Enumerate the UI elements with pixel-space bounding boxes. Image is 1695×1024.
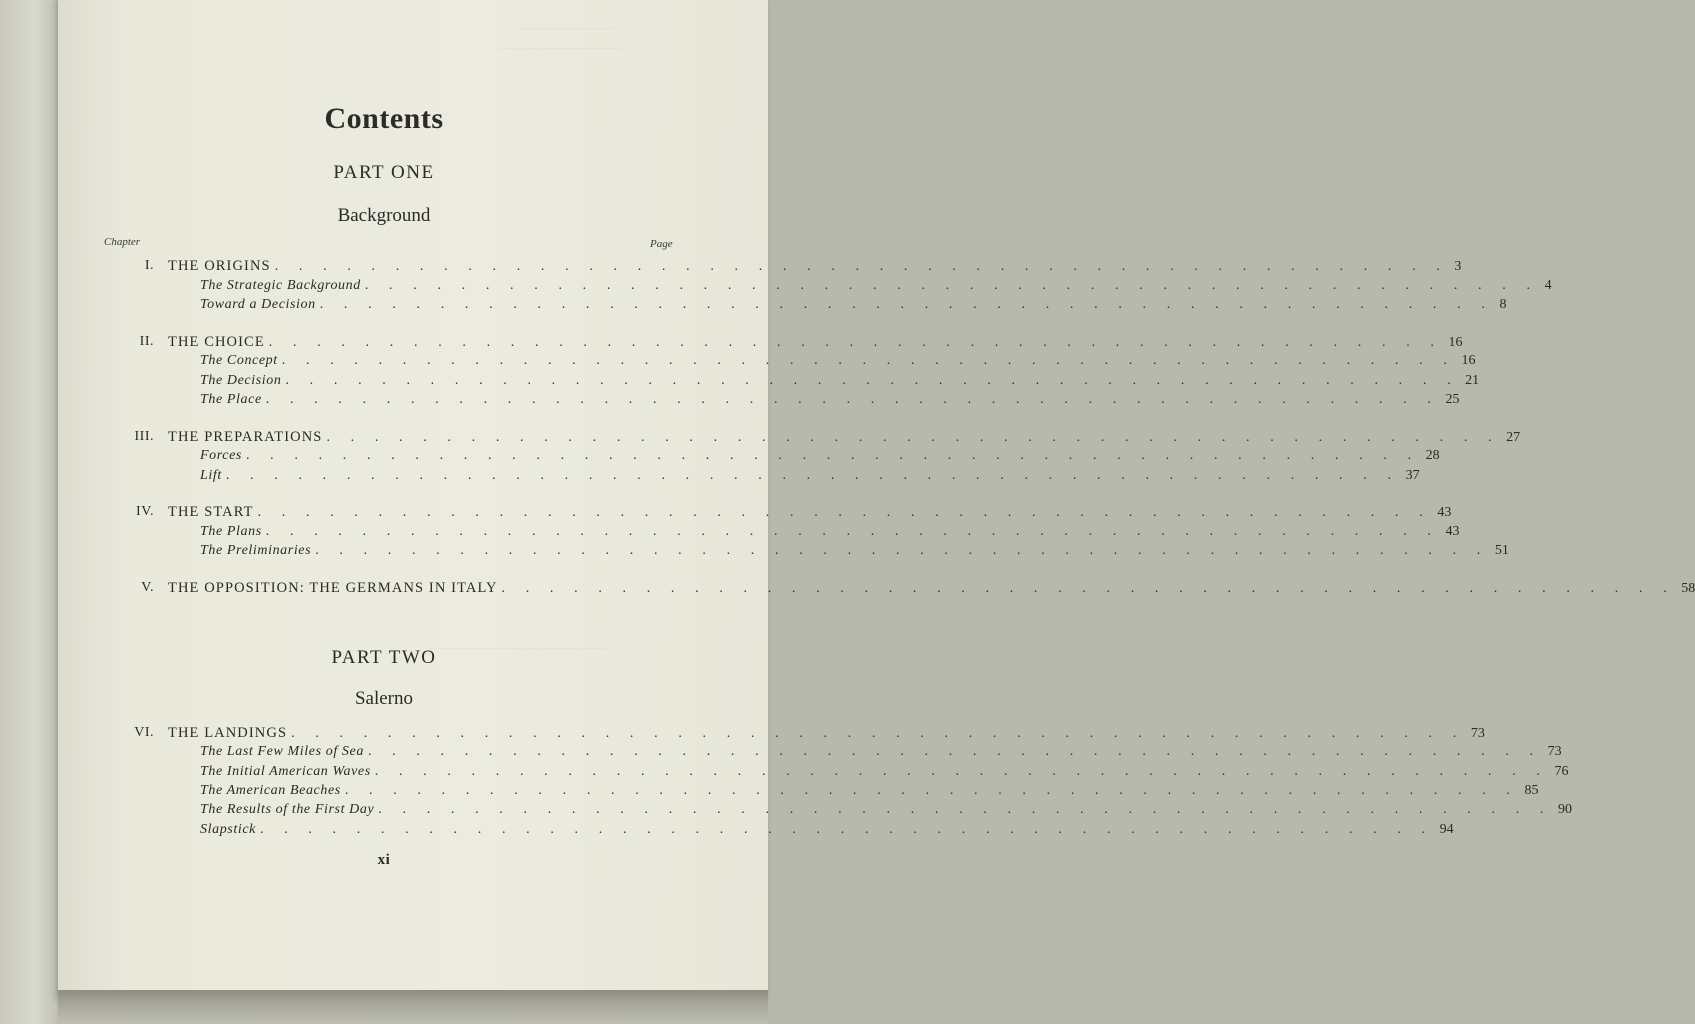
section-title: The Results of the First Day bbox=[200, 802, 375, 818]
toc-section-row bbox=[100, 781, 1539, 801]
section-page-number: 43 bbox=[1445, 523, 1460, 539]
section-title: The Decision bbox=[200, 372, 282, 388]
section-title: Lift bbox=[200, 467, 222, 483]
toc-section-row bbox=[100, 371, 1480, 391]
chapter-numeral: III. bbox=[134, 428, 154, 444]
show-through: ——————— bbox=[520, 20, 615, 35]
section-page-number: 76 bbox=[1554, 763, 1569, 779]
chapter-title: THE OPPOSITION: THE GERMANS IN ITALY bbox=[168, 579, 498, 596]
section-title: The Place bbox=[200, 392, 262, 407]
chapter-page-number: 27 bbox=[1506, 429, 1521, 445]
chapter-line bbox=[168, 502, 1452, 522]
dot-leader: . . . . . . . . . . . . . . . . . . . . . . . . . . . . . . . . . . . . . . . . . . . . . . . . . bbox=[285, 372, 1460, 388]
section-page-number: 90 bbox=[1558, 802, 1572, 818]
section-line bbox=[200, 466, 1420, 486]
chapter-line bbox=[168, 427, 1521, 447]
toc-section-row bbox=[100, 276, 1552, 296]
chapter-title: THE PREPARATIONS bbox=[168, 428, 323, 445]
dot-leader: . . . . . . . . . . . . . . . . . . . . . . . . . . . . . . . . . . . . . . . . . . . . . . . . . bbox=[315, 543, 1489, 558]
chapter-title: THE CHOICE bbox=[168, 333, 265, 350]
dot-leader: . . . . . . . . . . . . . . . . . . . . . . . . . . . . . . . . . . . . . . . . . . . . . . . . . bbox=[501, 580, 1676, 596]
dot-leader: . . . . . . . . . . . . . . . . . . . . . . . . . . . . . . . . . . . . . . . . . . . . . . . . . bbox=[291, 726, 1465, 741]
dot-leader: . . . . . . . . . . . . . . . . . . . . . . . . . . . . . . . . . . . . . . . . . . . . . . . . . bbox=[344, 782, 1519, 798]
section-line bbox=[200, 276, 1552, 296]
section-line bbox=[200, 742, 1562, 762]
section-page-number: 37 bbox=[1405, 467, 1420, 483]
section-page-number: 8 bbox=[1499, 297, 1507, 312]
section-line bbox=[200, 522, 1460, 542]
chapter-line bbox=[168, 578, 1695, 598]
section-line bbox=[200, 295, 1507, 315]
page-title: Contents bbox=[324, 102, 444, 136]
section-title: Forces bbox=[200, 448, 242, 463]
chapter-numeral: IV. bbox=[136, 504, 154, 519]
book-page bbox=[58, 0, 768, 1000]
page-bottom-edge bbox=[58, 990, 768, 1024]
section-page-number: 51 bbox=[1494, 543, 1509, 558]
dot-leader: . . . . . . . . . . . . . . . . . . . . . . . . . . . . . . . . . . . . . . . . . . . . . . . . . bbox=[367, 744, 1542, 760]
show-through: ————————— bbox=[500, 40, 622, 55]
dot-leader: . . . . . . . . . . . . . . . . . . . . . . . . . . . . . . . . . . . . . . . . . . . . . . . . . bbox=[281, 353, 1456, 368]
chapter-numeral: VI. bbox=[134, 725, 154, 740]
chapter-page-number: 3 bbox=[1454, 259, 1462, 274]
section-line bbox=[200, 800, 1572, 820]
dot-leader: . . . . . . . . . . . . . . . . . . . . . . . . . . . . . . . . . . . . . . . . . . . . . . . . . bbox=[378, 802, 1552, 818]
dot-leader: . . . . . . . . . . . . . . . . . . . . . . . . . . . . . . . . . . . . . . . . . . . . . . . . . bbox=[225, 467, 1400, 483]
section-title: The Strategic Background bbox=[200, 277, 361, 293]
dot-leader: . . . . . . . . . . . . . . . . . . . . . . . . . . . . . . . . . . . . . . . . . . . . . . . . . bbox=[274, 259, 1449, 274]
chapter-line bbox=[168, 723, 1485, 743]
show-through: ————————————— bbox=[430, 640, 606, 655]
toc-chapter-row bbox=[100, 332, 1463, 352]
chapter-page-number: 73 bbox=[1470, 726, 1485, 741]
section-line bbox=[200, 371, 1480, 391]
chapter-column-header: Chapter bbox=[104, 236, 141, 248]
book-gutter bbox=[0, 0, 62, 1024]
section-line bbox=[200, 820, 1454, 840]
toc-section-row bbox=[100, 742, 1562, 762]
section-title: The American Beaches bbox=[200, 782, 341, 798]
chapter-page-number: 43 bbox=[1437, 505, 1452, 520]
toc-chapter-row bbox=[100, 256, 1462, 276]
section-line bbox=[200, 541, 1509, 561]
section-title: Toward a Decision bbox=[200, 297, 316, 312]
dot-leader: . . . . . . . . . . . . . . . . . . . . . . . . . . . . . . . . . . . . . . . . . . . . . . . . . bbox=[319, 297, 1494, 312]
section-line bbox=[200, 446, 1440, 466]
section-page-number: 85 bbox=[1524, 782, 1539, 798]
chapter-line bbox=[168, 332, 1463, 352]
section-page-number: 21 bbox=[1465, 372, 1480, 388]
page-folio: xi bbox=[377, 852, 391, 868]
chapter-numeral: II. bbox=[139, 333, 154, 349]
part-two-subtitle: Salerno bbox=[354, 688, 414, 709]
section-page-number: 94 bbox=[1439, 821, 1454, 837]
toc-section-row bbox=[100, 446, 1440, 466]
section-title: Slapstick bbox=[200, 821, 256, 837]
chapter-title: THE START bbox=[168, 504, 254, 520]
toc-chapter-row bbox=[100, 723, 1485, 743]
section-line bbox=[200, 390, 1460, 410]
dot-leader: . . . . . . . . . . . . . . . . . . . . . . . . . . . . . . . . . . . . . . . . . . . . . . . . . bbox=[326, 429, 1501, 445]
toc-chapter-row bbox=[100, 502, 1452, 522]
toc-section-row bbox=[100, 295, 1507, 315]
section-page-number: 25 bbox=[1445, 392, 1460, 407]
toc-section-row bbox=[100, 541, 1509, 561]
toc-section-row bbox=[100, 820, 1454, 840]
toc-section-row bbox=[100, 466, 1420, 486]
toc-section-row bbox=[100, 522, 1460, 542]
section-page-number: 4 bbox=[1544, 277, 1552, 293]
toc-chapter-row bbox=[100, 427, 1521, 447]
part-one-heading: PART ONE bbox=[333, 162, 435, 183]
section-page-number: 28 bbox=[1425, 448, 1440, 463]
dot-leader: . . . . . . . . . . . . . . . . . . . . . . . . . . . . . . . . . . . . . . . . . . . . . . . . . bbox=[257, 505, 1432, 520]
chapter-line bbox=[168, 256, 1462, 276]
section-line bbox=[200, 351, 1476, 371]
chapter-page-number: 16 bbox=[1448, 334, 1463, 350]
part-two-heading: PART TWO bbox=[331, 647, 437, 668]
dot-leader: . . . . . . . . . . . . . . . . . . . . . . . . . . . . . . . . . . . . . . . . . . . . . . . . . bbox=[259, 821, 1434, 837]
dot-leader: . . . . . . . . . . . . . . . . . . . . . . . . . . . . . . . . . . . . . . . . . . . . . . . . . bbox=[265, 392, 1440, 407]
dot-leader: . . . . . . . . . . . . . . . . . . . . . . . . . . . . . . . . . . . . . . . . . . . . . . . . . bbox=[374, 763, 1549, 779]
toc-section-row bbox=[100, 351, 1476, 371]
section-title: The Preliminaries bbox=[200, 543, 312, 558]
chapter-numeral: V. bbox=[141, 579, 154, 595]
page-column-header: Page bbox=[650, 238, 673, 250]
chapter-page-number: 58 bbox=[1681, 580, 1695, 596]
toc-section-row bbox=[100, 800, 1572, 820]
dot-leader: . . . . . . . . . . . . . . . . . . . . . . . . . . . . . . . . . . . . . . . . . . . . . . . . . bbox=[268, 334, 1443, 350]
chapter-title: THE ORIGINS bbox=[168, 258, 271, 274]
section-title: The Initial American Waves bbox=[200, 763, 371, 779]
section-page-number: 16 bbox=[1461, 353, 1476, 368]
section-line bbox=[200, 762, 1569, 782]
part-one-subtitle: Background bbox=[337, 205, 431, 226]
section-line bbox=[200, 781, 1539, 801]
section-title: The Plans bbox=[200, 523, 262, 539]
dot-leader: . . . . . . . . . . . . . . . . . . . . . . . . . . . . . . . . . . . . . . . . . . . . . . . . . bbox=[364, 277, 1539, 293]
section-page-number: 73 bbox=[1547, 744, 1562, 760]
chapter-title: THE LANDINGS bbox=[168, 725, 288, 741]
chapter-numeral: I. bbox=[144, 258, 154, 273]
toc-section-row bbox=[100, 762, 1569, 782]
section-title: The Last Few Miles of Sea bbox=[200, 744, 364, 760]
toc-chapter-row bbox=[100, 578, 1695, 598]
section-title: The Concept bbox=[200, 353, 278, 368]
toc-section-row bbox=[100, 390, 1460, 410]
dot-leader: . . . . . . . . . . . . . . . . . . . . . . . . . . . . . . . . . . . . . . . . . . . . . . . . . bbox=[265, 523, 1440, 539]
dot-leader: . . . . . . . . . . . . . . . . . . . . . . . . . . . . . . . . . . . . . . . . . . . . . . . . . bbox=[245, 448, 1420, 463]
